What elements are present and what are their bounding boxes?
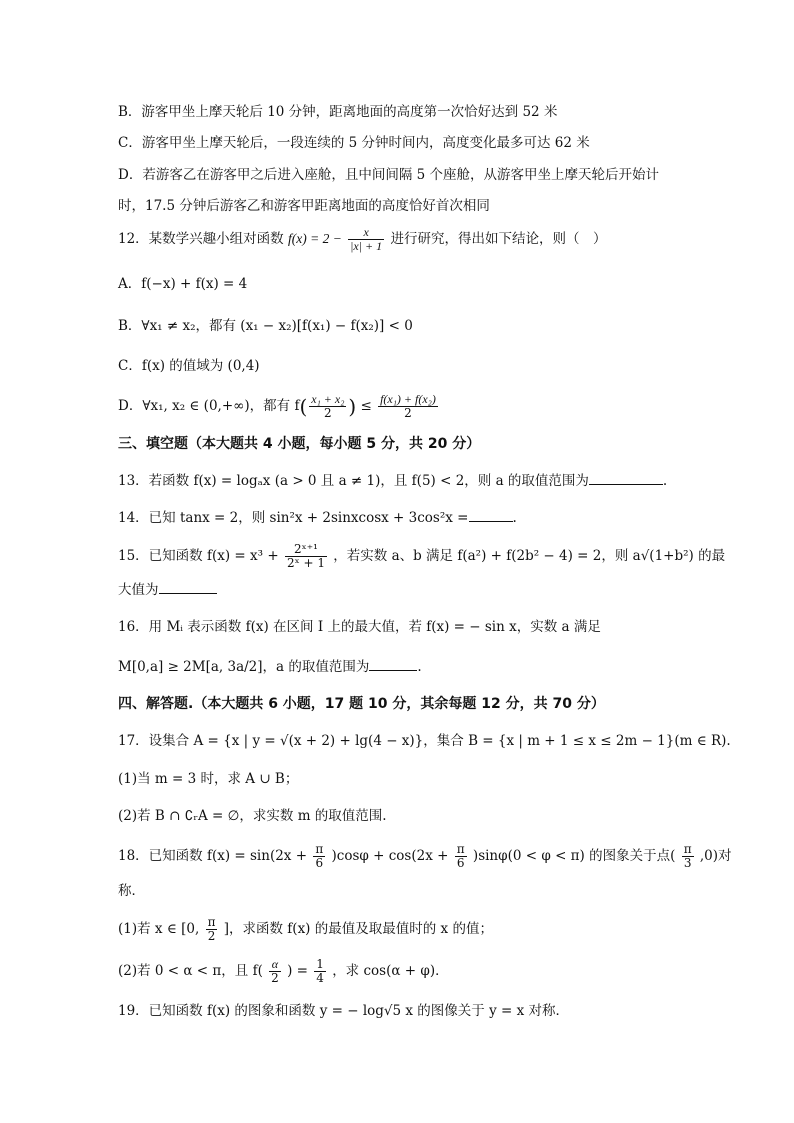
q18-mid: )cosφ + cos(2x + bbox=[331, 848, 449, 864]
q16-line2: M[0,a] ≥ 2M[a, 3a/2]，a 的取值范围为 . bbox=[118, 656, 422, 678]
q12-frac-num: x bbox=[348, 226, 384, 240]
q18-tail2: ,0)对 bbox=[699, 848, 732, 864]
q13-text: 13．若函数 f(x) = logₐx (a > 0 且 a ≠ 1)，且 f(5) < 2，则 a 的取值范围为 bbox=[118, 473, 589, 489]
q11-option-b: B．游客甲坐上摩天轮后 10 分钟，距离地面的高度第一次恰好达到 52 米 bbox=[118, 104, 558, 120]
q15-line2 bbox=[118, 579, 217, 601]
q12-lead: 12．某数学兴趣小组对函数 bbox=[118, 231, 284, 247]
section-4-heading: 四、解答题.（本大题共 6 小题，17 题 10 分，其余每题 12 分，共 70 分） bbox=[118, 696, 605, 712]
q12-d-frac1 bbox=[309, 393, 346, 420]
q17-part2: (2)若 B ∩ ∁ᵣA = ∅，求实数 m 的取值范围. bbox=[118, 808, 387, 824]
q15-line2-text: 大值为 bbox=[118, 582, 159, 598]
q18-p1-tail: ]，求函数 f(x) 的最值及取最值时的 x 的值； bbox=[223, 921, 493, 937]
q12-d-le: ≤ bbox=[360, 398, 372, 414]
q11-option-d-line2: 时，17.5 分钟后游客乙和游客甲距离地面的高度恰好首次相同 bbox=[118, 198, 490, 214]
q11-option-d-line1: D．若游客乙在游客甲之后进入座舱，且中间间隔 5 个座舱，从游客甲坐上摩天轮后开始计 bbox=[118, 167, 659, 183]
q18-three: 3 bbox=[683, 856, 692, 870]
q12-frac-den: |x| + 1 bbox=[350, 239, 383, 253]
q18-p2-mid: ) = bbox=[287, 963, 308, 979]
q18-six-b: 6 bbox=[456, 856, 465, 870]
q18-p2-tail: ，求 cos(α + φ)． bbox=[332, 963, 449, 979]
q13-blank bbox=[589, 470, 663, 485]
q18-p1-frac bbox=[206, 916, 218, 943]
q12-d-num2: f(x₁) + f(x₂) bbox=[380, 392, 436, 406]
q14-blank bbox=[469, 507, 513, 522]
q13: 13．若函数 f(x) = logₐx (a > 0 且 a ≠ 1)，且 f(5) < 2，则 a 的取值范围为 . bbox=[118, 470, 667, 492]
q12-func: f(x) = 2 − bbox=[287, 231, 342, 246]
q12-option-a: A．f(−x) + f(x) = 4 bbox=[118, 276, 248, 292]
q18-pi-c: π bbox=[683, 842, 692, 856]
q12-d-den1: 2 bbox=[323, 406, 332, 420]
q17-part1: (1)当 m = 3 时，求 A ∪ B； bbox=[118, 771, 299, 787]
q18-frac-c bbox=[682, 843, 694, 870]
q16-line1: 16．用 Mᵢ 表示函数 f(x) 在区间 I 上的最大值，若 f(x) = − sin x，实数 a 满足 bbox=[118, 619, 601, 635]
q18-frac-a bbox=[313, 843, 325, 870]
q14-text: 14．已知 tanx = 2，则 sin²x + 2sinxcosx + 3cos²x = bbox=[118, 510, 469, 526]
q18-pi-b: π bbox=[456, 842, 465, 856]
q18-p2-frac-b bbox=[314, 958, 326, 985]
q18-line2: 称． bbox=[118, 883, 145, 899]
q12-option-c: C．f(x) 的值域为 (0,4) bbox=[118, 358, 260, 374]
q12-fraction bbox=[348, 226, 384, 253]
q15-fraction bbox=[285, 543, 327, 570]
q15-frac-den: 2ˣ + 1 bbox=[286, 556, 325, 570]
q18-part2 bbox=[118, 958, 449, 985]
q18-p1-lead: (1)若 x ∈ [0, bbox=[118, 921, 200, 937]
q18-tail: )sinφ(0 < φ < π) 的图象关于点( bbox=[472, 848, 676, 864]
q18-frac-b bbox=[455, 843, 467, 870]
q15-frac-num: 2ˣ⁺¹ bbox=[285, 543, 327, 557]
section-3-heading: 三、填空题（本大题共 4 小题，每小题 5 分，共 20 分） bbox=[118, 436, 481, 452]
q18-stem bbox=[118, 843, 732, 870]
q12-d-num1: x₁ + x₂ bbox=[311, 392, 345, 406]
q12-d-den2: 2 bbox=[404, 406, 412, 420]
q18-p2-four: 4 bbox=[316, 971, 324, 985]
q18-part1 bbox=[118, 916, 493, 943]
q12-option-b: B．∀x₁ ≠ x₂，都有 (x₁ − x₂)[f(x₁) − f(x₂)] < 0 bbox=[118, 318, 413, 334]
q11-option-c: C．游客甲坐上摩天轮后，一段连续的 5 分钟时间内，高度变化最多可达 62 米 bbox=[118, 135, 590, 151]
q15-line1 bbox=[118, 543, 725, 570]
q18-six-a: 6 bbox=[315, 856, 324, 870]
q18-p1-two: 2 bbox=[207, 929, 216, 943]
q12-option-d: D．∀x₁, x₂ ∈ (0,+∞)，都有 f( $\frac{\text{x₁ + x₂}}{2}$ ) ≤ $\frac{\text{f(x₁) + f(x₂)}}{2}$ bbox=[118, 392, 436, 420]
q18-pi-a: π bbox=[315, 842, 324, 856]
q17-stem: 17．设集合 A = {x | y = √(x + 2) + lg(4 − x)}，集合 B = {x | m + 1 ≤ x ≤ 2m − 1}(m ∈ R). bbox=[118, 733, 731, 749]
q15-lead: 15．已知函数 f(x) = x³ + bbox=[118, 548, 279, 564]
q12-d-frac2 bbox=[378, 393, 438, 420]
q18-p1-pi: π bbox=[207, 915, 216, 929]
q14: 14．已知 tanx = 2，则 sin²x + 2sinxcosx + 3cos²x = . bbox=[118, 507, 517, 529]
q12-stem bbox=[118, 226, 606, 253]
q15-blank bbox=[159, 579, 217, 594]
q18-p2-lead: (2)若 0 < α < π，且 f( bbox=[118, 963, 263, 979]
q18-lead: 18．已知函数 f(x) = sin(2x + bbox=[118, 848, 308, 864]
q16-line2-text: M[0,a] ≥ 2M[a, 3a/2]，a 的取值范围为 bbox=[118, 659, 370, 675]
q18-p2-frac-a bbox=[269, 958, 281, 985]
q12-d-lead: D．∀x₁, x₂ ∈ (0,+∞)，都有 f bbox=[118, 398, 300, 414]
q19-stem: 19．已知函数 f(x) 的图象和函数 y = − log√5 x 的图像关于 y = x 对称． bbox=[118, 1003, 570, 1019]
q18-p2-two: 2 bbox=[271, 971, 279, 985]
q12-tail: 进行研究，得出如下结论，则（ ） bbox=[390, 231, 607, 247]
q18-p2-one: 1 bbox=[316, 957, 324, 971]
q15-tail: ，若实数 a、b 满足 f(a²) + f(2b² − 4) = 2，则 a√(1+b²) 的最 bbox=[333, 548, 726, 564]
q18-p2-alpha: α bbox=[269, 958, 281, 972]
q16-blank bbox=[369, 656, 417, 671]
